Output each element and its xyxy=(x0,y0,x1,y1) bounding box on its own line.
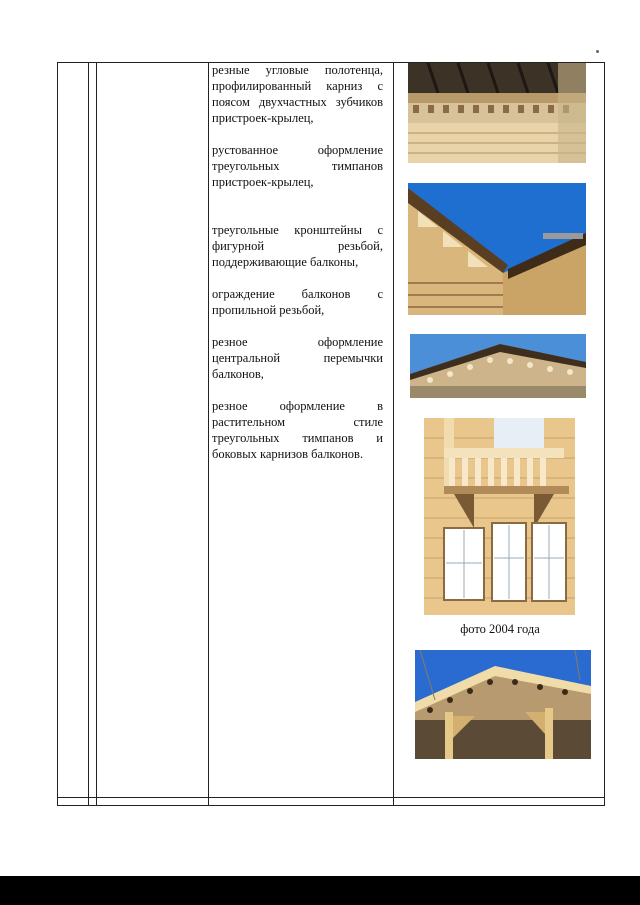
paragraph-4: ограждение балконов с пропильной резьбой, xyxy=(212,287,383,317)
table-column-divider xyxy=(96,62,97,806)
description-column xyxy=(208,62,393,462)
paragraph-2: рустованное оформление треугольных тимпанов пристроек-крылец, xyxy=(212,143,383,189)
table-column-divider xyxy=(393,62,394,806)
table-row-divider xyxy=(57,797,605,798)
paragraph-1: резные угловые полотенца, профилированный карниз с поясом двухчастных зубчиков пристроек-крылец, xyxy=(212,63,383,125)
scan-dot xyxy=(596,50,599,53)
paragraph-6: резное оформление в растительном стиле треугольных тимпанов и боковых карнизов балконов. xyxy=(212,399,383,461)
scan-bottom-bar xyxy=(0,876,640,905)
paragraph-5: резное оформление центральной перемычки балконов, xyxy=(212,335,383,381)
table-column-divider xyxy=(88,62,89,806)
photo-balcony-facade xyxy=(424,418,575,615)
photo-caption: фото 2004 года xyxy=(460,622,540,636)
photo-porch-gable xyxy=(415,650,591,759)
photo-gable-sky xyxy=(408,183,586,315)
photo-eave-underside xyxy=(408,63,586,163)
photo-carved-fascia xyxy=(410,334,586,398)
paragraph-3: треугольные кронштейны с фигурной резьбой, поддерживающие балконы, xyxy=(212,223,383,269)
